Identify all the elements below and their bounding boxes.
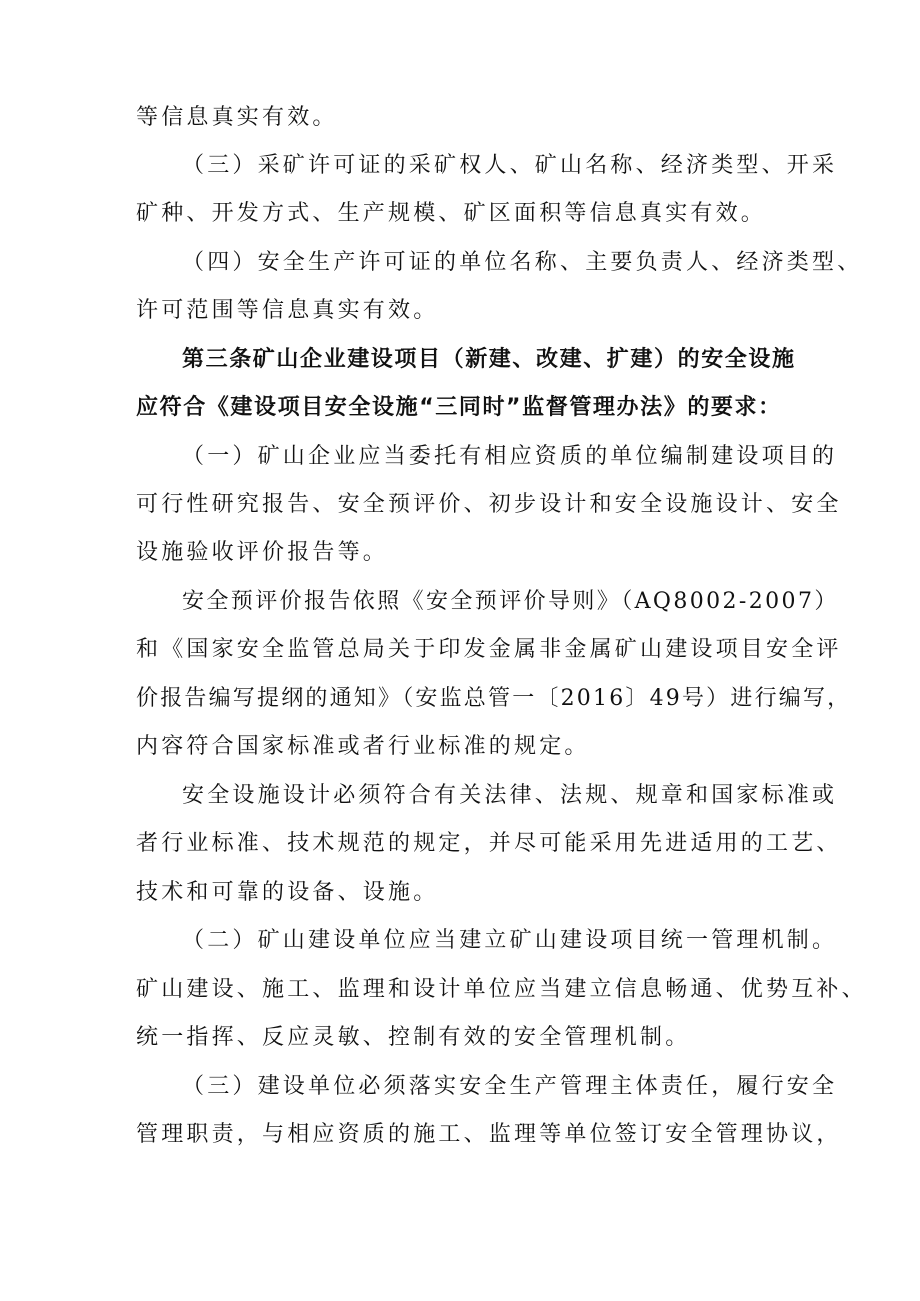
text-line: 价报告编写提纲的通知》（安监总管一〔2016〕49号）进行编写，	[136, 686, 852, 711]
text-line: 等信息真实有效。	[136, 105, 338, 130]
text-line: 矿种、开发方式、生产规模、矿区面积等信息真实有效。	[136, 201, 767, 226]
text-line: （一）矿山企业应当委托有相应资质的单位编制建设项目的	[182, 444, 838, 469]
text-line: 技术和可靠的设备、设施。	[136, 880, 439, 905]
text-line: 安全设施设计必须符合有关法律、法规、规章和国家标准或	[182, 783, 838, 808]
text-line: 矿山建设、施工、监理和设计单位应当建立信息畅通、优势互补、	[136, 977, 867, 1002]
text-line: 设施验收评价报告等。	[136, 540, 389, 565]
text-line: （三）建设单位必须落实安全生产管理主体责任，履行安全	[182, 1074, 838, 1099]
text-line: （三）采矿许可证的采矿权人、矿山名称、经济类型、开采	[182, 153, 838, 178]
text-line: 者行业标准、技术规范的规定，并尽可能采用先进适用的工艺、	[136, 831, 842, 856]
text-line: 许可范围等信息真实有效。	[136, 298, 439, 323]
text-line: 可行性研究报告、安全预评价、初步设计和安全设施设计、安全	[136, 492, 842, 517]
text-line: 安全预评价报告依照《安全预评价导则》（AQ8002-2007）	[182, 589, 839, 614]
text-line: （四）安全生产许可证的单位名称、主要负责人、经济类型、	[182, 250, 863, 275]
text-line: 内容符合国家标准或者行业标准的规定。	[136, 734, 590, 759]
text-line: 和《国家安全监管总局关于印发金属非金属矿山建设项目安全评	[136, 637, 842, 662]
text-line: （二）矿山建设单位应当建立矿山建设项目统一管理机制。	[182, 928, 838, 953]
text-line: 管理职责，与相应资质的施工、监理等单位签订安全管理协议，	[136, 1122, 842, 1147]
article-heading-line: 第三条矿山企业建设项目（新建、改建、扩建）的安全设施	[182, 347, 796, 372]
text-line: 统一指挥、反应灵敏、控制有效的安全管理机制。	[136, 1025, 691, 1050]
article-heading-line: 应符合《建设项目安全设施“三同时”监督管理办法》的要求：	[136, 395, 782, 420]
